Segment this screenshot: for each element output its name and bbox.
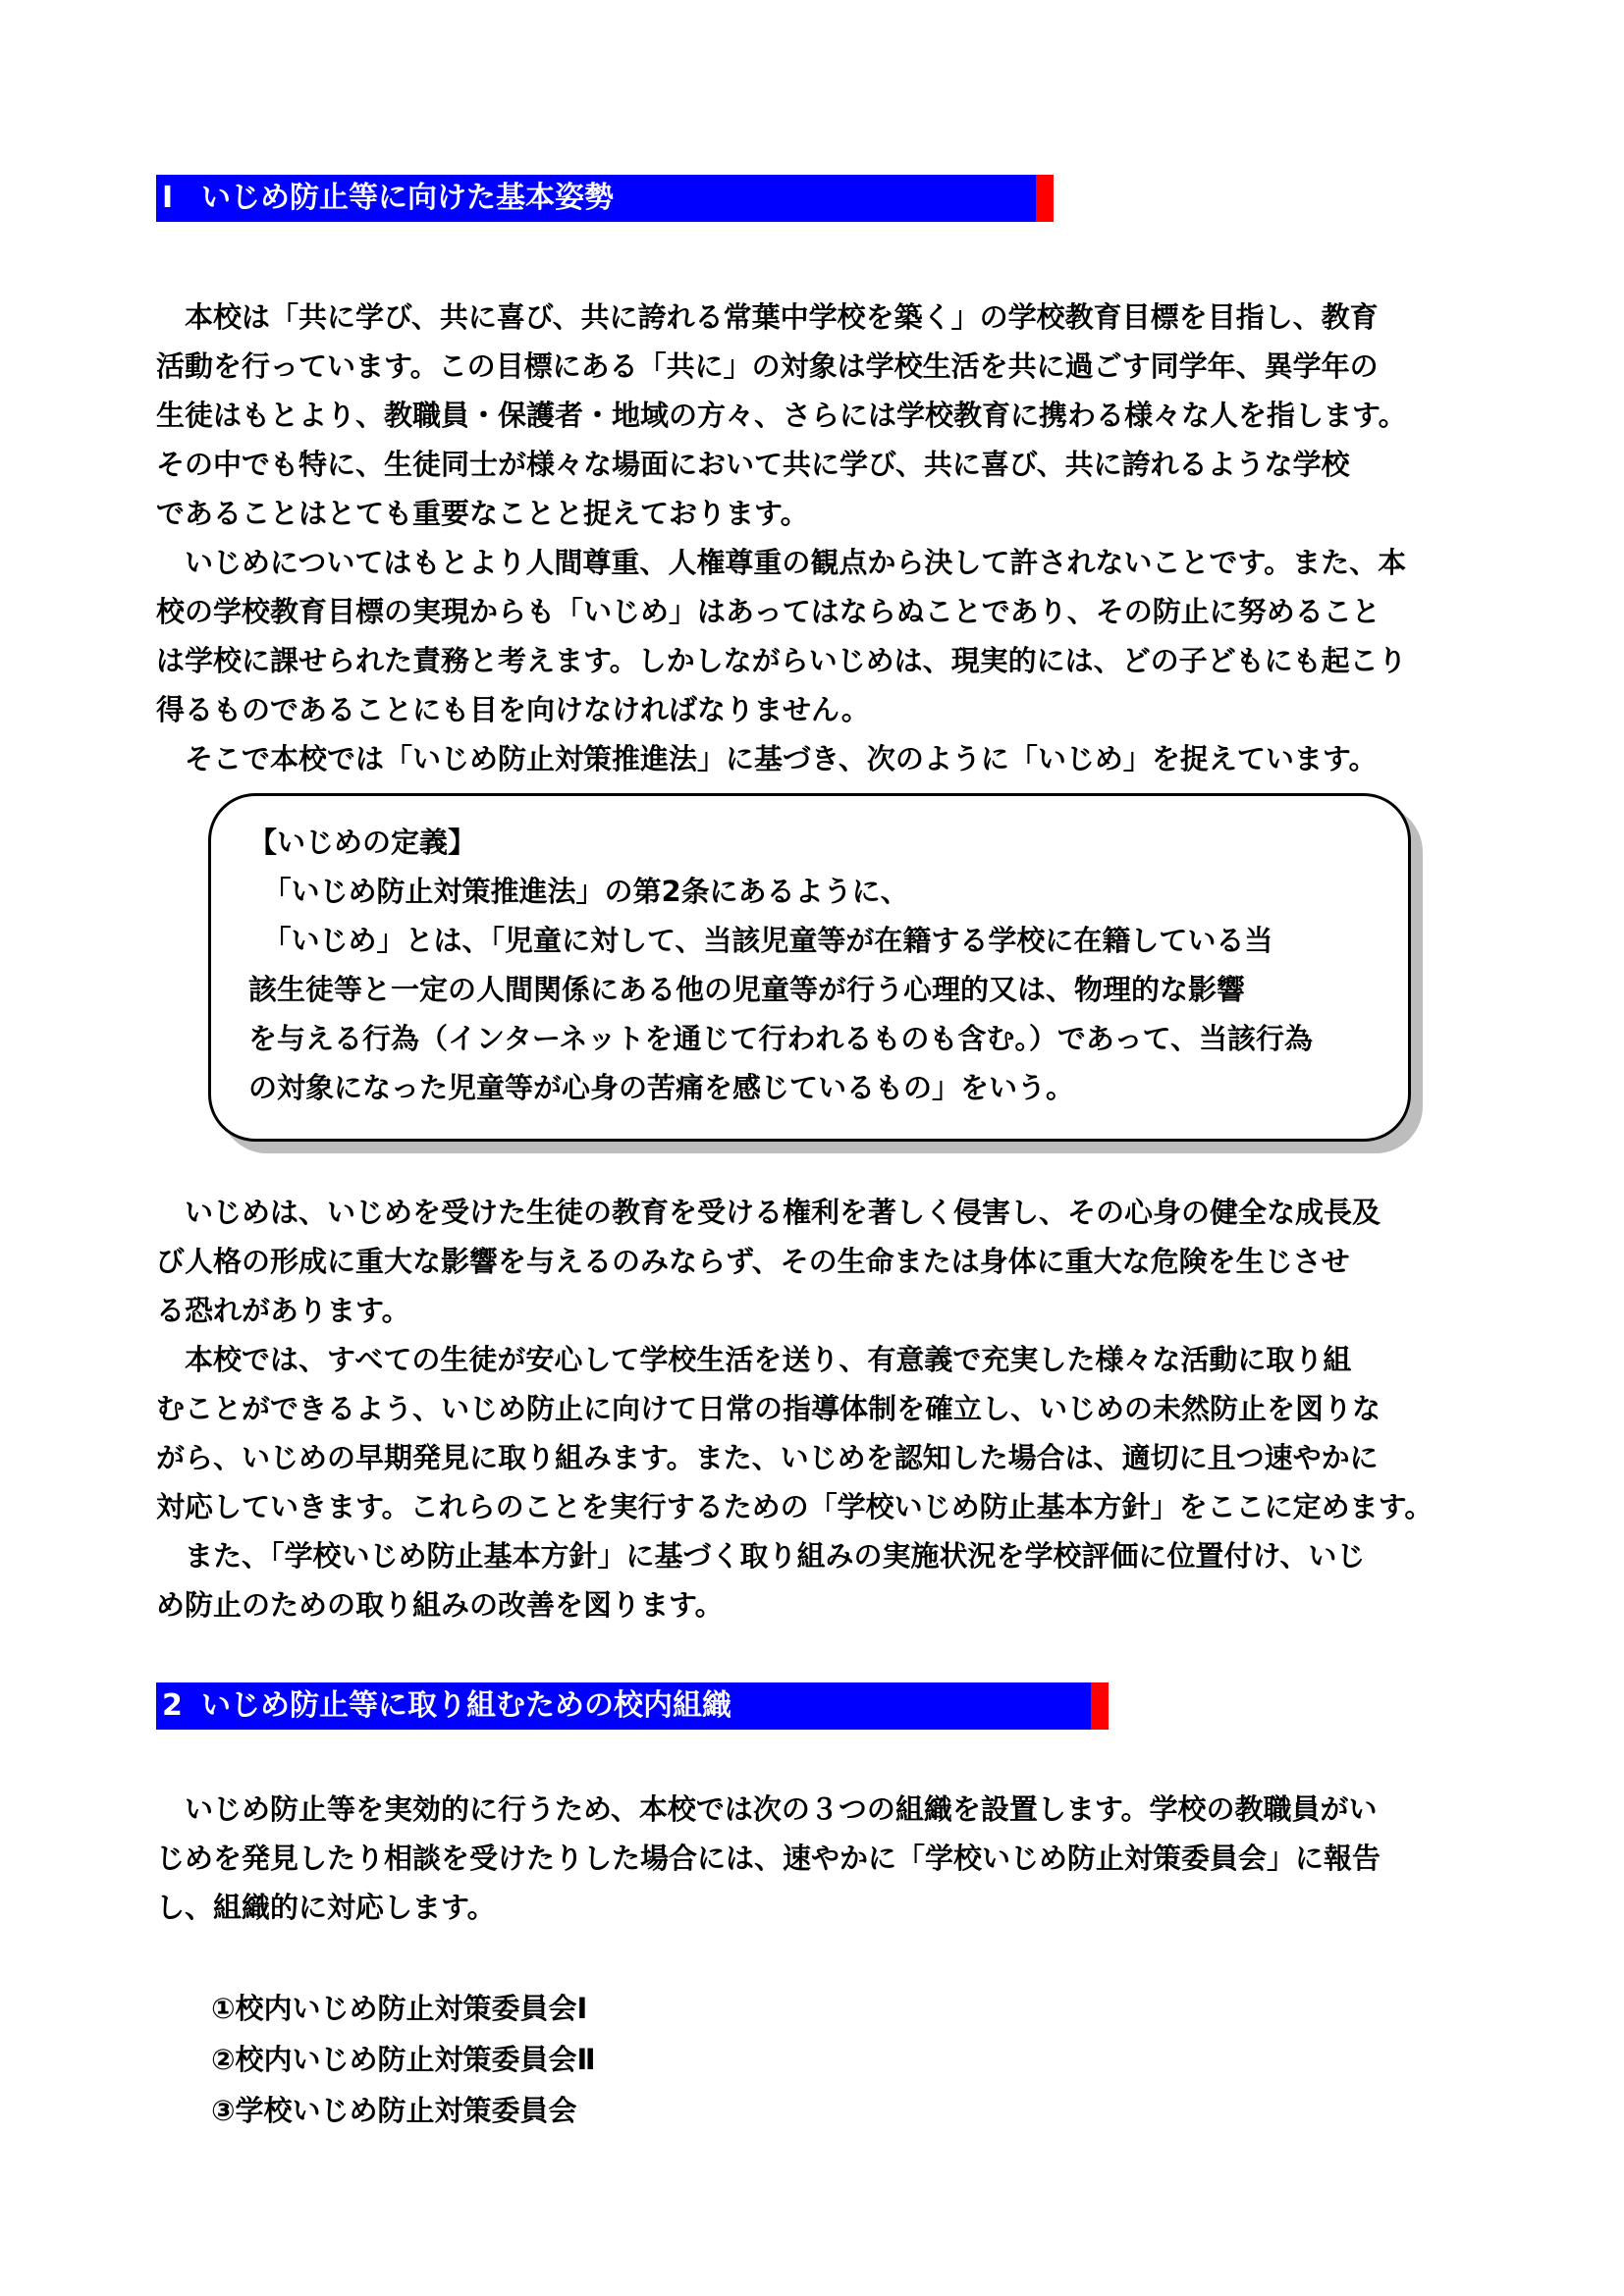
text-line: 生徒はもとより、教職員・保護者・地域の方々、さらには学校教育に携わる様々な人を指します。: [156, 399, 1407, 432]
text-line: 活動を行っています。この目標にある「共に」の対象は学校生活を共に過ごす同学年、異学年の: [156, 349, 1379, 383]
heading-accent-bar: [1036, 175, 1054, 222]
organization-text: [156, 1785, 1482, 1932]
definition-line: の対象になった児童等が心身の苦痛を感じているもの」をいう。: [248, 1071, 1075, 1104]
text-line: その中でも特に、生徒同士が様々な場面において共に学び、共に喜び、共に誇れるような学校: [156, 448, 1350, 481]
text-line: は学校に課せられた責務と考えます。しかしながらいじめは、現実的には、どの子どもにも起こり: [156, 644, 1407, 677]
definition-box: [208, 793, 1411, 1142]
text-line: 対応していきます。これらのことを実行するための「学校いじめ防止基本方針」をここに定めます。: [156, 1490, 1434, 1523]
section-1-heading: [156, 175, 1054, 222]
text-line: いじめについてはもとより人間尊重、人権尊重の観点から決して許されないことです。また、本: [156, 546, 1407, 579]
text-line: そこで本校では「いじめ防止対策推進法」に基づき、次のように「いじめ」を捉えています。: [156, 742, 1378, 775]
text-line: め防止のための取り組みの改善を図ります。: [156, 1588, 724, 1622]
text-line: る恐れがあります。: [156, 1294, 410, 1327]
definition-line: 「いじめ防止対策推進法」の第2条にあるように、: [248, 875, 909, 908]
intro-text: [156, 293, 1482, 783]
text-line: じめを発見したり相談を受けたりした場合には、速やかに「学校いじめ防止対策委員会」に報告: [156, 1842, 1381, 1875]
text-line: むことができるよう、いじめ防止に向けて日常の指導体制を確立し、いじめの未然防止を図りな: [156, 1392, 1381, 1425]
text-line: び人格の形成に重大な影響を与えるのみならず、その生命または身体に重大な危険を生じさせ: [156, 1245, 1350, 1278]
definition-content: [248, 818, 1313, 1112]
definition-line: 該生徒等と一定の人間関係にある他の児童等が行う心理的又は、物理的な影響: [248, 973, 1246, 1006]
definition-line: を与える行為（インターネットを通じて行われるものも含む。）であって、当該行為: [248, 1022, 1314, 1055]
text-line: であることはとても重要なことと捉えております。: [156, 497, 809, 530]
policy-text: [156, 1188, 1482, 1629]
section-1-title: いじめ防止等に向けた基本姿勢: [201, 181, 614, 215]
text-line: 本校は「共に学び、共に喜び、共に誇れる常葉中学校を築く」の学校教育目標を目指し、教育: [156, 300, 1379, 334]
text-line: 校の学校教育目標の実現からも「いじめ」はあってはならぬことであり、その防止に努めること: [156, 595, 1380, 628]
section-2-title: いじめ防止等に取り組むための校内組織: [201, 1688, 731, 1723]
text-line: し、組織的に対応します。: [156, 1891, 496, 1924]
text-line: また、「学校いじめ防止基本方針」に基づく取り組みの実施状況を学校評価に位置付け、いじ: [156, 1539, 1366, 1573]
committee-list: [211, 1983, 596, 2136]
list-item: ③学校いじめ防止対策委員会: [211, 2094, 577, 2127]
section-1-number: Ⅰ: [162, 181, 174, 215]
text-line: 得るものであることにも目を向けなければなりません。: [156, 693, 870, 726]
text-line: いじめは、いじめを受けた生徒の教育を受ける権利を著しく侵害し、その心身の健全な成長及: [156, 1196, 1381, 1229]
definition-heading: 【いじめの定義】: [248, 826, 477, 859]
list-item: ①校内いじめ防止対策委員会Ⅰ: [211, 1992, 588, 2025]
definition-line: 「いじめ」とは、「児童に対して、当該児童等が在籍する学校に在籍している当: [248, 924, 1273, 957]
text-line: がら、いじめの早期発見に取り組みます。また、いじめを認知した場合は、適切に且つ速やかに: [156, 1441, 1379, 1474]
heading-accent-bar: [1091, 1682, 1109, 1730]
list-item: ②校内いじめ防止対策委員会Ⅱ: [211, 2043, 596, 2076]
section-2-heading: [156, 1682, 1109, 1730]
section-2-number: 2: [162, 1688, 183, 1723]
text-line: 本校では、すべての生徒が安心して学校生活を送り、有意義で充実した様々な活動に取り組: [156, 1343, 1352, 1376]
text-line: いじめ防止等を実効的に行うため、本校では次の３つの組織を設置します。学校の教職員がい: [156, 1792, 1378, 1826]
